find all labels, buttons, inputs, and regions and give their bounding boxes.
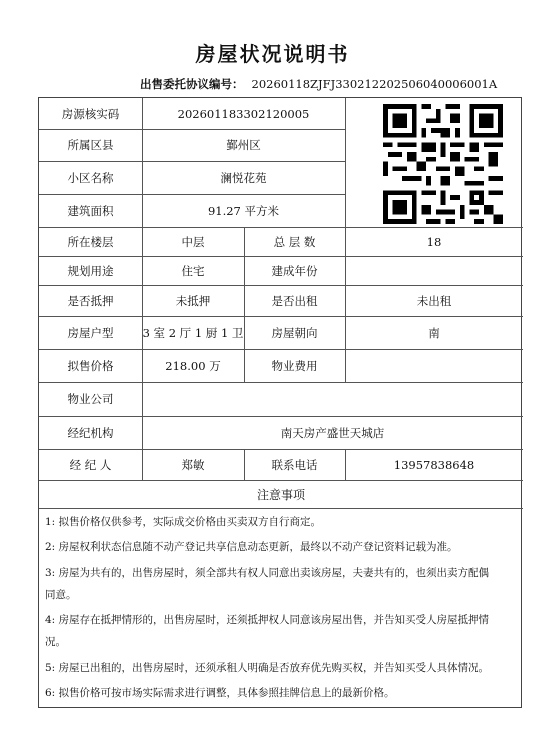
note-item: 况。 xyxy=(45,636,66,648)
value-property-company xyxy=(142,382,523,416)
label-rented: 是否出租 xyxy=(271,293,318,308)
value-rented: 未出租 xyxy=(416,293,452,308)
value-layout: 3 室 2 厅 1 厨 1 卫 xyxy=(142,325,244,340)
qr-code xyxy=(383,104,503,224)
note-item: 同意。 xyxy=(45,589,77,601)
label-community: 小区名称 xyxy=(67,170,114,185)
value-orientation: 南 xyxy=(428,325,440,340)
label-property-company: 物业公司 xyxy=(67,392,114,406)
value-listing-id: 202601183302120005 xyxy=(177,106,310,121)
note-item: 1: 拟售价格仅供参考，实际成交价格由买卖双方自行商定。 xyxy=(45,516,322,528)
label-layout: 房屋户型 xyxy=(67,325,114,340)
value-price: 218.00 万 xyxy=(165,358,221,373)
note-item: 5: 房屋已出租的，出售房屋时，还须承租人明确是否放弃优先购买权，并告知买受人具体情况。 xyxy=(45,662,490,674)
property-info-table xyxy=(38,97,522,708)
value-mortgage: 未抵押 xyxy=(175,293,211,308)
label-floor: 所在楼层 xyxy=(67,234,114,249)
value-property-fee xyxy=(345,349,523,382)
value-district: 鄞州区 xyxy=(226,138,261,152)
label-usage: 规划用途 xyxy=(67,263,114,278)
label-property-fee: 物业费用 xyxy=(271,358,318,373)
label-orientation: 房屋朝向 xyxy=(271,325,318,340)
note-item: 4: 房屋存在抵押情形的，出售房屋时，还须抵押权人同意该房屋出售，并告知买受人房屋抵押情 xyxy=(45,614,490,626)
value-agency: 南天房产盛世天城店 xyxy=(280,425,385,440)
label-price: 拟售价格 xyxy=(67,358,114,373)
notes-title: 注意事项 xyxy=(256,487,305,502)
label-mortgage: 是否抵押 xyxy=(67,293,114,308)
label-build-year: 建成年份 xyxy=(271,263,318,278)
label-area: 建筑面积 xyxy=(67,203,114,218)
note-item: 2: 房屋权利状态信息随不动产登记共享信息动态更新，最终以不动产登记资料记载为准。 xyxy=(45,541,458,553)
label-agency: 经纪机构 xyxy=(67,425,114,440)
value-community: 澜悦花苑 xyxy=(220,170,267,185)
value-usage: 住宅 xyxy=(181,263,205,278)
value-total-floors: 18 xyxy=(426,234,442,249)
note-item: 3: 房屋为共有的，出售房屋时，须全部共有权人同意出卖该房屋，夫妻共有的，也须出卖方配偶 xyxy=(45,567,490,579)
document-title: 房屋状况说明书 xyxy=(195,42,350,66)
contract-label: 出售委托协议编号： xyxy=(140,77,244,91)
value-floor: 中层 xyxy=(181,234,205,249)
label-phone: 联系电话 xyxy=(271,457,318,472)
note-item: 6: 拟售价格可按市场实际需求进行调整，具体参照挂牌信息上的最新价格。 xyxy=(45,687,395,699)
label-agent: 经 纪 人 xyxy=(69,457,112,472)
value-phone: 13957838648 xyxy=(393,457,475,472)
value-agent: 郑敏 xyxy=(181,457,205,472)
label-listing-id: 房源核实码 xyxy=(61,106,120,121)
contract-value: 20260118ZJFJ330212202506040006001A xyxy=(251,77,498,91)
label-district: 所属区县 xyxy=(67,138,114,152)
label-total-floors: 总 层 数 xyxy=(273,234,316,249)
value-area: 91.27 平方米 xyxy=(207,203,280,218)
contract-number xyxy=(140,76,497,92)
value-build-year xyxy=(345,256,523,285)
